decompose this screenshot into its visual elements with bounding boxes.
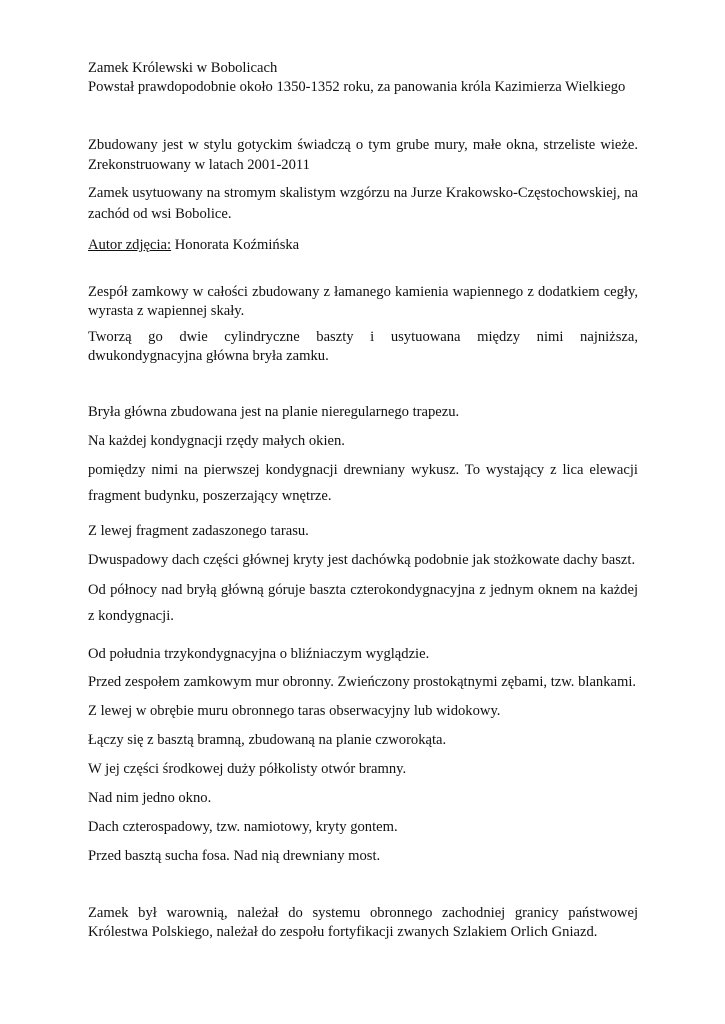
- paragraph-window-above: Nad nim jedno okno.: [88, 790, 212, 806]
- author-label: Autor zdjęcia:: [88, 237, 172, 253]
- paragraph-north-tower: Od północy nad bryłą główną góruje baszta czterokondygnacyjna z jednym oknem na każdej z kondygnacji.: [88, 582, 638, 624]
- paragraph-gate-tower: Łączy się z basztą bramną, zbudowaną na planie czworokąta.: [88, 732, 447, 748]
- paragraph-gate-roof: Dach czterospadowy, tzw. namiotowy, kryty gontem.: [88, 819, 398, 835]
- paragraph-terrace: Z lewej fragment zadaszonego tarasu.: [88, 523, 309, 539]
- paragraph-wall: Przed zespołem zamkowym mur obronny. Zwieńczony prostokątnymi zębami, tzw. blankami.: [88, 674, 637, 690]
- style-text: Zbudowany jest w stylu gotyckim świadczą o tym grube mury, małe okna, strzeliste wieże.: [88, 137, 638, 153]
- paragraph-windows: Na każdej kondygnacji rzędy małych okien.: [88, 433, 345, 449]
- paragraph-roof: Dwuspadowy dach części głównej kryty jest dachówką podobnie jak stożkowate dachy baszt.: [88, 552, 636, 568]
- document-title: Zamek Królewski w Bobolicach: [88, 60, 278, 76]
- paragraph-closing: Zamek był warownią, należał do systemu obronnego zachodniej granicy państwowej Królestwa Polskiego, należał do zespołu fortyfikacji zwanych Szlakiem Orlich Gniazd.: [88, 905, 638, 940]
- paragraph-reconstruction: [88, 156, 638, 175]
- paragraph-style: [88, 136, 638, 155]
- photo-credit: [88, 236, 638, 255]
- paragraph-bay: pomiędzy nimi na pierwszej kondygnacji drewniany wykusz. To wystający z lica elewacji fragment budynku, poszerzający wnętrze.: [88, 462, 638, 504]
- reconstruction-text: Zrekonstruowany w latach 2001-2011: [88, 157, 310, 173]
- paragraph-observation: Z lewej w obrębie muru obronnego taras obserwacyjny lub widokowy.: [88, 703, 501, 719]
- document-subtitle: Powstał prawdopodobnie około 1350-1352 roku, za panowania króla Kazimierza Wielkiego: [88, 79, 626, 95]
- paragraph-moat: Przed basztą sucha fosa. Nad nią drewniany most.: [88, 848, 381, 864]
- paragraph-complex: Zespół zamkowy w całości zbudowany z łamanego kamienia wapiennego z dodatkiem cegły, wyrasta z wapiennej skały.: [88, 284, 638, 319]
- paragraph-gate-opening: W jej części środkowej duży półkolisty otwór bramny.: [88, 761, 407, 777]
- paragraph-south-tower: Od południa trzykondygnacyjna o bliźniaczym wyglądzie.: [88, 646, 430, 662]
- paragraph-main-body: Bryła główna zbudowana jest na planie nieregularnego trapezu.: [88, 404, 460, 420]
- paragraph-location: Zamek usytuowany na stromym skalistym wzgórzu na Jurze Krakowsko-Częstochowskiej, na zachód od wsi Bobolice.: [88, 185, 638, 222]
- heading-block: [88, 59, 638, 97]
- paragraph-towers: Tworzą go dwie cylindryczne baszty i usytuowana między nimi najniższa, dwukondygnacyjna główna bryła zamku.: [88, 329, 638, 364]
- author-name: Honorata Koźmińska: [174, 237, 300, 253]
